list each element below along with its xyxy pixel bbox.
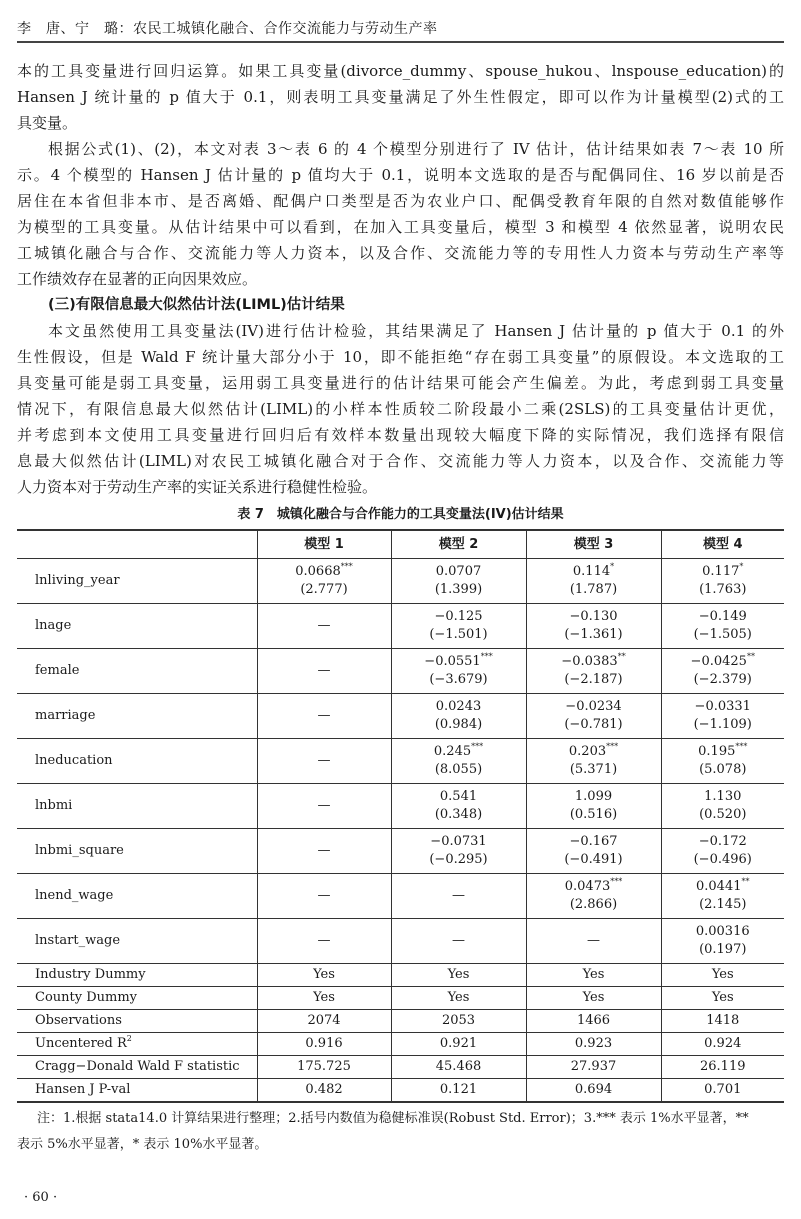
table-row — [17, 964, 784, 987]
coefficient-value: 0.541 — [439, 789, 478, 804]
coefficient-value: — — [317, 708, 331, 723]
coef-cell — [391, 874, 526, 919]
coefficient — [662, 698, 785, 716]
table-row — [17, 874, 784, 919]
t-statistic: (−0.496) — [693, 852, 752, 867]
row-label: lnbmi — [17, 784, 257, 829]
coef-cell — [661, 739, 784, 784]
row-label: lnend_wage — [17, 874, 257, 919]
coef-cell — [526, 919, 661, 964]
table-row — [17, 694, 784, 739]
text-line: 具变量可能是弱工具变量，运用弱工具变量进行的估计结果可能会产生偏差。为此，考虑到弱工具变量 — [17, 374, 784, 392]
coef-cell — [526, 559, 661, 604]
text-line: 工城镇化融合与合作、交流能力等人力资本，以及合作、交流能力等的专用性人力资本与劳动生产率等 — [17, 244, 784, 262]
significance-stars: *** — [471, 742, 484, 751]
coefficient — [662, 608, 785, 626]
coefficient — [392, 788, 526, 806]
table-row — [17, 1010, 784, 1033]
coef-cell — [391, 829, 526, 874]
row-label — [17, 1033, 257, 1056]
row-label — [17, 1079, 257, 1103]
significance-stars: *** — [610, 877, 623, 886]
t-statistic: (−1.361) — [564, 627, 623, 642]
coefficient-value: −0.0551 — [424, 654, 481, 669]
row-label: female — [17, 649, 257, 694]
significance-stars: * — [739, 562, 744, 571]
significance-stars: *** — [340, 562, 353, 571]
coefficient — [527, 608, 661, 626]
coefficient-value: 0.203 — [568, 744, 607, 759]
coefficient — [392, 932, 526, 950]
coef-cell — [257, 649, 391, 694]
t-statistic: (−1.501) — [429, 627, 488, 642]
coef-cell — [526, 694, 661, 739]
coef-cell — [661, 919, 784, 964]
coefficient — [258, 797, 391, 815]
stat-cell: 0.701 — [661, 1079, 784, 1103]
significance-stars: *** — [606, 742, 619, 751]
text-line: 并考虑到本文使用工具变量进行回归后有效样本数量出现较大幅度下降的实际情况，我们选择有限信 — [17, 426, 784, 444]
coef-cell — [391, 649, 526, 694]
coefficient-value: 0.00316 — [695, 924, 750, 939]
significance-stars: * — [610, 562, 615, 571]
stat-cell: 2074 — [257, 1010, 391, 1033]
table-row — [17, 987, 784, 1010]
t-statistic: (2.777) — [300, 582, 348, 597]
t-statistic: (1.787) — [569, 582, 618, 597]
coefficient-value: −0.0383 — [561, 654, 618, 669]
coefficient-value: 1.130 — [704, 789, 742, 804]
coefficient-value: 0.114 — [572, 564, 611, 579]
coef-cell — [661, 559, 784, 604]
stat-cell: 1466 — [526, 1010, 661, 1033]
t-statistic: (0.984) — [434, 717, 483, 732]
t-statistic: (−2.379) — [693, 672, 752, 687]
paragraph-2 — [17, 136, 784, 292]
stat-cell: Yes — [661, 964, 784, 987]
significance-stars: ** — [741, 877, 750, 886]
coefficient — [258, 752, 391, 770]
coefficient — [527, 698, 661, 716]
coefficient — [527, 563, 661, 581]
row-label-text: County Dummy — [35, 990, 138, 1005]
stat-cell: 0.694 — [526, 1079, 661, 1103]
coef-cell — [661, 694, 784, 739]
coef-cell — [391, 604, 526, 649]
t-statistic: (0.348) — [434, 807, 483, 822]
coef-cell — [661, 829, 784, 874]
table-row — [17, 649, 784, 694]
coefficient — [258, 662, 391, 680]
coef-cell — [526, 604, 661, 649]
coef-cell — [661, 649, 784, 694]
row-label: lnstart_wage — [17, 919, 257, 964]
coef-cell — [257, 784, 391, 829]
t-statistic: (2.866) — [569, 897, 618, 912]
stat-cell: Yes — [526, 964, 661, 987]
text-line: 人力资本对于劳动生产率的实证关系进行稳健性检验。 — [17, 478, 378, 496]
coef-cell — [526, 784, 661, 829]
stat-cell: Yes — [391, 987, 526, 1010]
coefficient-value: — — [452, 888, 465, 903]
page-number: · 60 · — [24, 1190, 58, 1205]
coef-cell — [257, 919, 391, 964]
stat-cell: 0.924 — [661, 1033, 784, 1056]
coefficient-value: −0.0731 — [430, 834, 487, 849]
note-line: 注：1.根据 stata14.0 计算结果进行整理；2.括号内数值为稳健标准误(Robust Std. Error)；3.*** 表示 1%水平显著，** — [37, 1111, 749, 1126]
coef-cell — [257, 604, 391, 649]
t-statistic: (−1.505) — [693, 627, 752, 642]
t-statistic: (0.197) — [699, 942, 747, 957]
coef-cell — [391, 919, 526, 964]
stat-cell: Yes — [257, 987, 391, 1010]
stat-cell: Yes — [257, 964, 391, 987]
coefficient — [392, 743, 526, 761]
coef-cell — [526, 739, 661, 784]
row-label-text: Uncentered R — [35, 1036, 127, 1051]
coef-cell — [391, 694, 526, 739]
row-label: marriage — [17, 694, 257, 739]
coefficient-value: 0.0441 — [696, 879, 742, 894]
coefficient — [258, 563, 391, 581]
coef-cell — [391, 739, 526, 784]
coefficient — [527, 833, 661, 851]
row-label-text: Hansen J P-val — [35, 1082, 131, 1097]
significance-stars: *** — [735, 742, 748, 751]
row-label — [17, 1010, 257, 1033]
text-line: 本文虽然使用工具变量法(IV)进行估计检验，其结果满足了 Hansen J 估计量的 p 值大于 0.1 的外 — [48, 322, 784, 340]
row-label: lnage — [17, 604, 257, 649]
text-line: 情况下，有限信息最大似然估计(LIML)的小样本性质较二阶段最小二乘(2SLS)的工具变量估计更优， — [17, 400, 784, 418]
coefficient — [392, 887, 526, 905]
coefficient — [258, 932, 391, 950]
coefficient — [258, 617, 391, 635]
table-row — [17, 559, 784, 604]
row-label: lnbmi_square — [17, 829, 257, 874]
table-row — [17, 784, 784, 829]
body-text — [17, 58, 784, 500]
header-corner — [17, 530, 257, 559]
table-row — [17, 1056, 784, 1079]
coefficient-value: 0.195 — [698, 744, 736, 759]
coefficient-value: 0.0707 — [435, 564, 482, 579]
paragraph-3 — [17, 318, 784, 500]
coef-cell — [391, 559, 526, 604]
coefficient-value: — — [317, 843, 331, 858]
row-label: lnliving_year — [17, 559, 257, 604]
stat-cell: 0.482 — [257, 1079, 391, 1103]
coefficient-value: — — [317, 933, 331, 948]
significance-stars: ** — [746, 652, 755, 661]
coefficient-value: — — [317, 798, 331, 813]
text-line: 为模型的工具变量。从估计结果中可以看到，在加入工具变量后，模型 3 和模型 4 依然显著，说明农民 — [17, 218, 784, 236]
coefficient-value: 0.0668 — [295, 564, 341, 579]
t-statistic: (5.078) — [699, 762, 747, 777]
paragraph-1 — [17, 58, 784, 136]
running-head: 李 唐、宁 璐：农民工城镇化融合、合作交流能力与劳动生产率 — [17, 21, 438, 37]
coef-cell — [257, 739, 391, 784]
coefficient-value: — — [317, 663, 331, 678]
table-row — [17, 604, 784, 649]
coefficient-value: — — [587, 933, 600, 948]
stat-cell: 45.468 — [391, 1056, 526, 1079]
text-line: Hansen J 统计量的 p 值大于 0.1，则表明工具变量满足了外生性假定，即可以作为计量模型(2)式的工 — [17, 88, 784, 106]
t-statistic: (8.055) — [434, 762, 483, 777]
text-line: 生性假设，但是 Wald F 统计量大部分小于 10，即不能拒绝“存在弱工具变量”的原假设。本文选取的工 — [17, 348, 784, 366]
coef-cell — [257, 874, 391, 919]
header-model-1: 模型 1 — [257, 530, 391, 559]
row-label — [17, 1056, 257, 1079]
stat-cell: 0.121 — [391, 1079, 526, 1103]
coefficient-value: −0.172 — [698, 834, 747, 849]
coefficient-value: −0.167 — [569, 834, 618, 849]
table-row — [17, 1033, 784, 1056]
coefficient — [662, 563, 785, 581]
row-label — [17, 987, 257, 1010]
coef-cell — [526, 874, 661, 919]
table-row — [17, 1079, 784, 1103]
coefficient-value: −0.149 — [698, 609, 747, 624]
t-statistic: (1.399) — [434, 582, 483, 597]
t-statistic: (−2.187) — [564, 672, 623, 687]
t-statistic: (5.371) — [569, 762, 618, 777]
coefficient — [392, 608, 526, 626]
superscript: 2 — [126, 1034, 132, 1043]
text-line: 息最大似然估计(LIML)对农民工城镇化融合对于合作、交流能力等人力资本，以及合作、交流能力等 — [17, 452, 784, 470]
stat-cell: 26.119 — [661, 1056, 784, 1079]
text-line: 根据公式(1)、(2)，本文对表 3～表 6 的 4 个模型分别进行了 IV 估计，估计结果如表 7～表 10 所 — [48, 140, 784, 158]
coefficient — [392, 698, 526, 716]
coefficient-value: — — [452, 933, 465, 948]
coef-cell — [661, 604, 784, 649]
header-model-3: 模型 3 — [526, 530, 661, 559]
t-statistic: (−0.781) — [564, 717, 623, 732]
coefficient — [662, 653, 785, 671]
coefficient-value: — — [317, 888, 331, 903]
stat-cell: 175.725 — [257, 1056, 391, 1079]
t-statistic: (−0.491) — [564, 852, 623, 867]
coefficient — [527, 743, 661, 761]
coef-cell — [257, 829, 391, 874]
stat-cell: 27.937 — [526, 1056, 661, 1079]
coefficient — [527, 932, 661, 950]
row-label — [17, 964, 257, 987]
results-table — [17, 529, 784, 1103]
coefficient-value: −0.130 — [569, 609, 618, 624]
header-rule — [17, 41, 784, 43]
coefficient — [258, 842, 391, 860]
coefficient — [527, 653, 661, 671]
t-statistic: (−1.109) — [693, 717, 752, 732]
coefficient — [527, 878, 661, 896]
coef-cell — [257, 694, 391, 739]
t-statistic: (−3.679) — [429, 672, 488, 687]
t-statistic: (−0.295) — [429, 852, 488, 867]
coefficient — [392, 653, 526, 671]
text-line: 工作绩效存在显著的正向因果效应。 — [17, 270, 258, 288]
text-line: 本的工具变量进行回归运算。如果工具变量(divorce_dummy、spouse_hukou、lnspouse_education)的 — [17, 62, 784, 80]
coef-cell — [391, 784, 526, 829]
stat-cell: Yes — [526, 987, 661, 1010]
table-header-row — [17, 530, 784, 559]
coefficient — [662, 788, 785, 806]
coef-cell — [661, 784, 784, 829]
table-note — [17, 1106, 784, 1158]
coef-cell — [526, 649, 661, 694]
coefficient — [392, 833, 526, 851]
section-heading: (三)有限信息最大似然估计法(LIML)估计结果 — [48, 297, 345, 313]
significance-stars: ** — [617, 652, 626, 661]
significance-stars: *** — [480, 652, 493, 661]
text-line: 示。4 个模型的 Hansen J 估计量的 p 值均大于 0.1，说明本文选取的是否与配偶同住、16 岁以前是否 — [17, 166, 784, 184]
coefficient-value: — — [317, 618, 331, 633]
coefficient-value: 0.0473 — [564, 879, 611, 894]
coefficient — [258, 707, 391, 725]
coefficient — [392, 563, 526, 581]
row-label-text: Observations — [35, 1013, 122, 1028]
table-row — [17, 919, 784, 964]
coefficient — [258, 887, 391, 905]
stat-cell: 0.916 — [257, 1033, 391, 1056]
t-statistic: (2.145) — [699, 897, 747, 912]
coefficient — [662, 743, 785, 761]
coefficient-value: 0.0243 — [435, 699, 482, 714]
coefficient-value: 1.099 — [574, 789, 613, 804]
table-row — [17, 739, 784, 784]
header-model-4: 模型 4 — [661, 530, 784, 559]
coefficient-value: −0.0331 — [694, 699, 751, 714]
stat-cell: 1418 — [661, 1010, 784, 1033]
text-line: 具变量。 — [17, 114, 78, 132]
t-statistic: (0.516) — [569, 807, 618, 822]
table-row — [17, 829, 784, 874]
coef-cell — [257, 559, 391, 604]
coefficient-value: 0.245 — [433, 744, 472, 759]
header-model-2: 模型 2 — [391, 530, 526, 559]
row-label: lneducation — [17, 739, 257, 784]
row-label-text: Industry Dummy — [35, 967, 146, 982]
stat-cell: 0.923 — [526, 1033, 661, 1056]
table-caption: 表 7 城镇化融合与合作能力的工具变量法(IV)估计结果 — [237, 507, 564, 522]
coef-cell — [526, 829, 661, 874]
coefficient — [662, 878, 785, 896]
stat-cell: 2053 — [391, 1010, 526, 1033]
text-line: 居住在本省但非本市、是否离婚、配偶户口类型是否为农业户口、配偶受教育年限的自然对数值能够作 — [17, 192, 784, 210]
t-statistic: (0.520) — [699, 807, 747, 822]
coefficient — [662, 833, 785, 851]
stat-cell: Yes — [661, 987, 784, 1010]
coefficient — [662, 923, 785, 941]
note-line: 表示 5%水平显著，* 表示 10%水平显著。 — [17, 1137, 268, 1152]
coefficient-value: — — [317, 753, 331, 768]
coefficient-value: 0.117 — [702, 564, 740, 579]
coefficient-value: −0.0234 — [565, 699, 622, 714]
row-label-text: Cragg−Donald Wald F statistic — [35, 1059, 240, 1074]
stat-cell: Yes — [391, 964, 526, 987]
stat-cell: 0.921 — [391, 1033, 526, 1056]
coefficient — [527, 788, 661, 806]
coef-cell — [661, 874, 784, 919]
coefficient-value: −0.125 — [434, 609, 483, 624]
coefficient-value: −0.0425 — [690, 654, 747, 669]
t-statistic: (1.763) — [699, 582, 747, 597]
